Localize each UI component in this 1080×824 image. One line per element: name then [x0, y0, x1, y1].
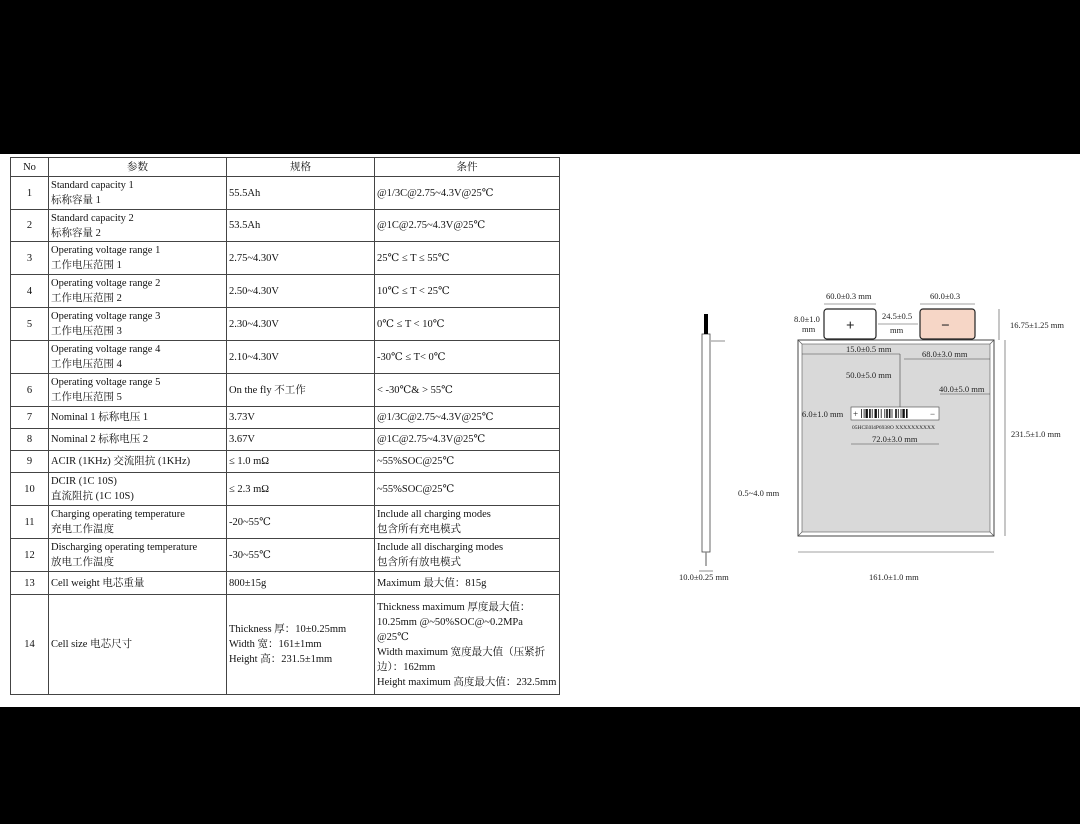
param-line: Nominal 1 标称电压 1	[51, 412, 149, 423]
barcode-bar	[901, 409, 902, 418]
cell-param	[49, 210, 227, 242]
negative-tab-symbol: −	[941, 318, 950, 334]
param-line: Operating voltage range 3	[51, 311, 161, 322]
dim-tab-width-right: 60.0±0.3	[930, 291, 961, 301]
param-line: 标称容量 1	[51, 195, 101, 206]
table-row	[11, 177, 560, 210]
table-header-row	[11, 158, 560, 177]
param-line: 工作电压范围 2	[51, 293, 122, 304]
spec-line: 2.50~4.30V	[229, 285, 280, 297]
table-row	[11, 451, 560, 473]
cell-param	[49, 572, 227, 595]
cell-spec	[227, 506, 375, 539]
cell-cond	[375, 308, 560, 341]
positive-tab-symbol: +	[846, 318, 855, 334]
table-row	[11, 242, 560, 275]
cell-param	[49, 473, 227, 506]
cell-cond	[375, 275, 560, 308]
table-row	[11, 429, 560, 451]
dim-68: 68.0±3.0 mm	[922, 349, 968, 359]
cell-drawing	[675, 284, 1075, 604]
cell-no: 1	[11, 177, 49, 210]
spec-line: 55.5Ah	[229, 187, 261, 199]
cell-param	[49, 451, 227, 473]
barcode-bar	[886, 409, 888, 418]
barcode-bar	[866, 409, 868, 418]
param-line: DCIR (1C 10S)	[51, 476, 117, 487]
table-row	[11, 341, 560, 374]
cell-cond	[375, 473, 560, 506]
spec-line: -30~55℃	[229, 549, 271, 561]
param-line: Operating voltage range 1	[51, 245, 161, 256]
param-line: 工作电压范围 4	[51, 359, 122, 370]
spec-line: Width 宽：161±1mm	[229, 639, 322, 650]
dim-50: 50.0±5.0 mm	[846, 370, 892, 380]
cell-no: 4	[11, 275, 49, 308]
cond-line: ~55%SOC@25℃	[377, 456, 455, 467]
table-row	[11, 539, 560, 572]
cond-line: 包含所有充电模式	[377, 524, 461, 535]
cell-spec	[227, 242, 375, 275]
header-condition: 条件	[375, 158, 560, 177]
dim-thickness: 10.0±0.25 mm	[679, 572, 729, 582]
param-line: Operating voltage range 4	[51, 344, 161, 355]
cell-cond	[375, 506, 560, 539]
spec-sheet	[0, 154, 1080, 707]
cond-line: Width maximum 宽度最大值（压紧折	[377, 646, 546, 658]
side-view	[679, 314, 780, 582]
spec-line: 2.30~4.30V	[229, 318, 280, 330]
param-line: Cell size 电芯尺寸	[51, 639, 133, 650]
barcode-sticker	[851, 407, 939, 431]
cond-line: 包含所有放电模式	[377, 557, 461, 568]
spec-line: -20~55℃	[229, 516, 271, 528]
spec-line: 2.10~4.30V	[229, 351, 280, 363]
param-line: 充电工作温度	[51, 524, 114, 535]
cell-cond	[375, 451, 560, 473]
cell-no: 11	[11, 506, 49, 539]
header-spec: 规格	[227, 158, 375, 177]
barcode-bar	[881, 409, 882, 418]
barcode-bar	[906, 409, 908, 418]
label-code: 05HCE0I4P6938O XXXXXXXXXX	[852, 425, 935, 431]
barcode-bar	[875, 409, 877, 418]
spec-line: 53.5Ah	[229, 220, 261, 231]
cell-spec	[227, 473, 375, 506]
cell-cond	[375, 407, 560, 429]
cell-spec	[227, 407, 375, 429]
spec-line: Height 高：231.5±1mm	[229, 654, 333, 665]
cell-param	[49, 539, 227, 572]
cond-line: 0℃ ≤ T < 10℃	[377, 318, 445, 330]
cell-param	[49, 429, 227, 451]
cell-spec	[227, 451, 375, 473]
cell-no: 2	[11, 210, 49, 242]
spec-line: On the fly 不工作	[229, 384, 306, 396]
cell-param	[49, 242, 227, 275]
spec-table	[10, 157, 560, 695]
cell-cond	[375, 210, 560, 242]
dim-tab-width-left: 60.0±0.3 mm	[826, 291, 872, 301]
cell-spec	[227, 539, 375, 572]
cell-no: 10	[11, 473, 49, 506]
param-line: 直流阻抗 (1C 10S)	[51, 491, 134, 502]
param-line: Operating voltage range 2	[51, 278, 161, 289]
barcode-bar	[889, 409, 891, 418]
cond-line: Thickness maximum 厚度最大值：	[377, 601, 531, 613]
table-row	[11, 595, 560, 695]
table-row	[11, 407, 560, 429]
table-row	[11, 572, 560, 595]
param-line: 放电工作温度	[51, 557, 114, 568]
cond-line: < -30℃& > 55℃	[377, 384, 453, 396]
cell-cond	[375, 374, 560, 407]
barcode-bar	[861, 409, 862, 418]
dim-tab-gap: 24.5±0.5	[882, 311, 913, 321]
dim-height: 231.5±1.0 mm	[1011, 429, 1061, 439]
cell-no: 5	[11, 308, 49, 341]
cell-spec	[227, 210, 375, 242]
cond-line: @1/3C@2.75~4.3V@25℃	[377, 187, 494, 199]
param-line: Cell weight 电芯重量	[51, 577, 145, 589]
dim-tab-gap-unit: mm	[890, 325, 904, 335]
cell-no: 14	[11, 595, 49, 695]
cond-line: ~55%SOC@25℃	[377, 483, 455, 495]
barcode-bar	[892, 409, 893, 418]
spec-line: ≤ 2.3 mΩ	[229, 483, 270, 495]
barcode-bar	[902, 409, 904, 418]
cell-spec	[227, 177, 375, 210]
cell-cond	[375, 177, 560, 210]
param-line: 工作电压范围 1	[51, 260, 122, 271]
spec-line: 800±15g	[229, 577, 267, 589]
cell-no: 3	[11, 242, 49, 275]
table-row	[11, 374, 560, 407]
cell-spec	[227, 341, 375, 374]
cond-line: 10.25mm @~50%SOC@~0.2MPa	[377, 616, 523, 628]
cond-line: 25℃ ≤ T ≤ 55℃	[377, 252, 450, 264]
cell-param	[49, 506, 227, 539]
dim-40: 40.0±5.0 mm	[939, 384, 985, 394]
cond-line: @1C@2.75~4.3V@25℃	[377, 434, 486, 445]
cond-line: Include all discharging modes	[377, 542, 504, 553]
cond-line: @1C@2.75~4.3V@25℃	[377, 220, 486, 231]
param-line: Nominal 2 标称电压 2	[51, 434, 149, 445]
table-row	[11, 473, 560, 506]
param-line: Standard capacity 1	[51, 180, 134, 191]
param-line: Discharging operating temperature	[51, 542, 198, 553]
barcode-bar	[898, 409, 899, 418]
cell-spec	[227, 429, 375, 451]
cell-cond	[375, 429, 560, 451]
cell-cond	[375, 572, 560, 595]
param-line: 工作电压范围 5	[51, 392, 122, 403]
cell-no: 6	[11, 374, 49, 407]
spec-line: 2.75~4.30V	[229, 252, 280, 264]
cell-no: 9	[11, 451, 49, 473]
table-row	[11, 275, 560, 308]
param-line: 工作电压范围 3	[51, 326, 122, 337]
cell-spec	[227, 308, 375, 341]
spec-line: 3.67V	[229, 434, 255, 445]
dim-tab-height: 16.75±1.25 mm	[1010, 320, 1065, 330]
cell-param	[49, 275, 227, 308]
label-minus: −	[930, 409, 936, 419]
cell-param	[49, 177, 227, 210]
cond-line: Maximum 最大值：815g	[377, 577, 487, 589]
dim-width: 161.0±1.0 mm	[869, 572, 919, 582]
cond-line: @1/3C@2.75~4.3V@25℃	[377, 412, 494, 423]
cell-no: 7	[11, 407, 49, 429]
cond-line: Include all charging modes	[377, 509, 491, 520]
table-row	[11, 210, 560, 242]
cell-param	[49, 407, 227, 429]
cell-param	[49, 341, 227, 374]
spec-line: 3.73V	[229, 412, 255, 423]
param-line: Standard capacity 2	[51, 212, 134, 224]
dim-72: 72.0±3.0 mm	[872, 434, 918, 444]
cell-no: 8	[11, 429, 49, 451]
cell-spec	[227, 374, 375, 407]
barcode-bar	[884, 409, 885, 418]
spec-line: ≤ 1.0 mΩ	[229, 456, 270, 467]
cell-no: 13	[11, 572, 49, 595]
dim-6: 6.0±1.0 mm	[802, 409, 844, 419]
table-row	[11, 308, 560, 341]
cell-cond	[375, 539, 560, 572]
cell-cond	[375, 595, 560, 695]
barcode-bar	[869, 409, 871, 418]
barcode-bar	[864, 409, 865, 418]
param-line: Charging operating temperature	[51, 509, 185, 520]
spec-line: Thickness 厚：10±0.25mm	[229, 624, 347, 635]
cell-param	[49, 374, 227, 407]
cond-line: -30℃ ≤ T< 0℃	[377, 351, 446, 363]
cond-line: 10℃ ≤ T < 25℃	[377, 285, 450, 297]
barcode-bar	[878, 409, 879, 418]
dim-15: 15.0±0.5 mm	[846, 344, 892, 354]
cell-cond	[375, 341, 560, 374]
dim-tab-edge-unit: mm	[802, 324, 816, 334]
barcode-bar	[872, 409, 873, 418]
param-line: 标称容量 2	[51, 227, 101, 239]
barcode-bar	[895, 409, 897, 418]
cell-spec	[227, 275, 375, 308]
cell-param	[49, 308, 227, 341]
dim-tab-edge: 8.0±1.0	[794, 314, 820, 324]
cond-line: 边）：162mm	[377, 661, 436, 673]
cell-no	[11, 341, 49, 374]
label-plus: +	[853, 409, 859, 419]
header-no: No	[11, 158, 49, 177]
cond-line: @25℃	[377, 631, 409, 643]
cell-spec	[227, 572, 375, 595]
cond-line: Height maximum 高度最大值：232.5mm	[377, 676, 557, 688]
cell-param	[49, 595, 227, 695]
cell-cond	[375, 242, 560, 275]
header-param: 参数	[49, 158, 227, 177]
param-line: ACIR (1KHz) 交流阻抗 (1KHz)	[51, 456, 191, 467]
cell-no: 12	[11, 539, 49, 572]
table-row	[11, 506, 560, 539]
param-line: Operating voltage range 5	[51, 377, 161, 388]
dim-seal: 0.5~4.0 mm	[738, 488, 780, 498]
cell-spec	[227, 595, 375, 695]
